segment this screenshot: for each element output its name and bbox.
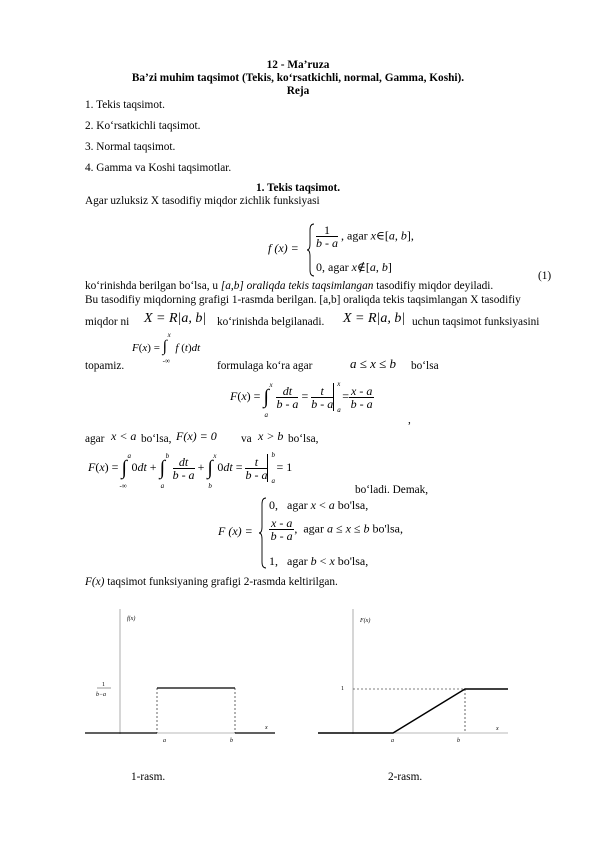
plan-item-2: 2. Ko‘rsatkichli taqsimot. [85,120,201,132]
left-brace [258,496,268,570]
left-brace [306,222,316,278]
fig1-level-den: b−a [96,692,107,698]
case-text-1: agar [85,433,105,445]
lecture-title: Ba’zi muhim taqsimot (Tekis, ko‘rsatkichli, normal, Gamma, Koshi). [131,72,465,84]
notation-formula-2: X = R|a, b| [343,311,406,326]
plan-item-4: 4. Gamma va Koshi taqsimotlar. [85,162,232,174]
fig2-tick-b: b [457,738,460,744]
notation-text-1: miqdor ni [85,316,130,328]
case-formula-1: x < a [111,429,137,443]
notation-formula-1: X = R|a, b| [144,311,207,326]
cdf-piecewise-formula: F (x) = 0, agar x < a bo'lsa, $\frac{x - a}{b - a}$ , agar a ≤ x ≤ b bo'lsa, 1, agar b < x bo'lsa, [218,498,403,568]
fig1-ylabel: f(x) [127,616,136,622]
graph-reference-sentence: Bu tasodifiy miqdorning grafigi 1-rasmda berilgan. [a,b] oraliqda tekis taqsimlangan X tasodifiy [85,294,521,306]
fig1-level-num: 1 [102,682,105,688]
case-text-2: bo‘lsa, [141,433,172,445]
figure-2-uniform-cdf [318,604,518,749]
case-text-4: bo‘lsa, [288,433,319,445]
equation-number: (1) [538,270,552,282]
case-formula-2: F(x) = 0 [176,429,217,443]
plan-item-1: 1. Tekis taqsimot. [85,99,165,111]
case-text-3: va [241,433,252,445]
graph-sentence: F(x) taqsimot funksiyaning grafigi 2-rasmda keltirilgan. [85,576,338,588]
case-formula-3: x > b [258,429,284,443]
condition-formula: a ≤ x ≤ b [350,356,397,371]
cdf-line [318,689,508,733]
fig1-xlabel: x [265,725,268,731]
formula-reference-text: formulaga ko‘ra agar [217,360,313,372]
cdf-middle-formula: F(x) = ∫ x a $\frac{dt}{b - a}$ = $\frac{t}{b - a}$ x a = $\frac{x - a}{b - a}$ [230,380,373,419]
notation-text-2: ko‘rinishda belgilanadi. [217,316,325,328]
cdf-full-integral: F(x) = ∫ a -∞ 0dt + ∫ b a $\frac{dt}{b - a}$ + ∫ x b 0dt = $\frac{t}{b - a}$ b a = 1 [88,451,293,490]
fig1-tick-b: b [230,738,233,744]
comma-mark: , [408,414,411,426]
figure-1-caption: 1-rasm. [131,771,166,783]
fig1-tick-a: a [163,738,166,744]
plan-heading: Reja [286,85,310,97]
figure-2-caption: 2-rasm. [388,771,423,783]
plan-item-3: 3. Normal taqsimot. [85,141,176,153]
demak-text: bo‘ladi. Demak, [355,484,429,496]
topamiz-text: topamiz. [85,360,125,372]
fig2-xlabel: x [496,726,499,732]
definition-sentence: ko‘rinishda berilgan bo‘lsa, u [a,b] oraliqda tekis taqsimlangan tasodifiy miqdor deyiladi. [85,280,494,292]
lecture-number: 12 - Ma’ruza [266,59,330,71]
density-formula: f (x) = $\frac{1}{b - a}$ , agar x∈[a, b], 0, agar x∉[a, b] [268,222,498,278]
cdf-definition: F(x) = ∫ x -∞ f (t)dt [132,331,201,365]
section-heading: 1. Tekis taqsimot. [255,182,341,194]
condition-text: bo‘lsa [411,360,439,372]
intro-paragraph: Agar uzluksiz X tasodifiy miqdor zichlik funksiyasi [85,195,320,207]
fig2-tick-a: a [391,738,394,744]
fig2-level: 1 [341,686,344,692]
figure-1-uniform-density [85,604,285,749]
notation-text-3: uchun taqsimot funksiyasini [412,316,540,328]
fig2-ylabel: F(x) [360,618,371,624]
